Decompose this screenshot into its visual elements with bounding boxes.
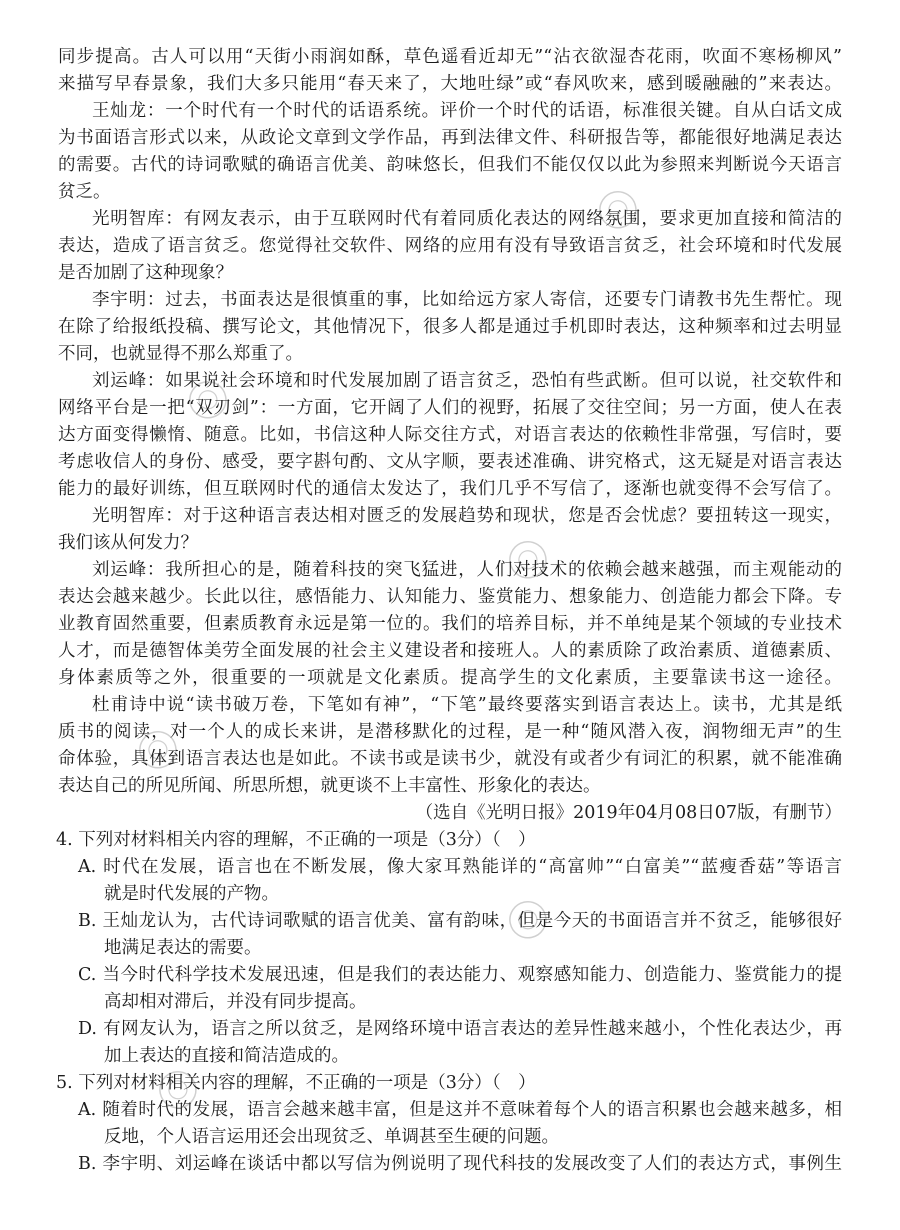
paragraph-line: [0, 449, 900, 476]
text-line: 表达自己的所见所闻、所思所想，就更谈不上丰富性、形象化的表达。: [58, 776, 601, 796]
paragraph-line: [0, 368, 900, 395]
paragraph-line: [0, 341, 900, 368]
answer-option: [0, 908, 900, 935]
text-line: D. 有网友认为，语言之所以贫乏，是网络环境中语言表达的差异性越来越小，个性化表达少，再: [78, 1019, 842, 1039]
question-stem: [0, 827, 900, 854]
text-line: 李宇明：过去，书面表达是很慎重的事，比如给远方家人寄信，还要专门请教书先生帮忙。现: [92, 290, 842, 310]
answer-option: [0, 935, 900, 962]
paragraph-line: [0, 98, 900, 125]
paragraph-line: [0, 692, 900, 719]
text-line: 身体素质等之外，很重要的一项就是文化素质。提高学生的文化素质，主要靠读书这一途径。: [58, 668, 842, 688]
text-line: 表达，造成了语言贫乏。您觉得社交软件、网络的应用有没有导致语言贫乏，社会环境和时代发展: [58, 236, 842, 256]
text-line: B. 王灿龙认为，古代诗词歌赋的语言优美、富有韵味，但是今天的书面语言并不贫乏，能够很好: [78, 911, 842, 931]
text-line: C. 当今时代科学技术发展迅速，但是我们的表达能力、观察感知能力、创造能力、鉴赏能力的提: [78, 965, 842, 985]
text-line: 能力的最好训练，但互联网时代的通信太发达了，我们几乎不写信了，逐渐也就变得不会写信了。: [58, 479, 842, 499]
text-line: A. 随着时代的发展，语言会越来越丰富，但是这并不意味着每个人的语言积累也会越来越多，相: [78, 1100, 842, 1120]
text-line: 不同，也就显得不那么郑重了。: [58, 344, 303, 364]
text-line: 人才，而是德智体美劳全面发展的社会主义建设者和接班人。人的素质除了政治素质、道德素质、: [58, 641, 842, 661]
answer-option: [0, 962, 900, 989]
paragraph-line: [0, 260, 900, 287]
answer-option: [0, 1151, 900, 1178]
paragraph-line: [0, 503, 900, 530]
answer-option: [0, 1124, 900, 1151]
paragraph-line: [0, 665, 900, 692]
text-line: 地满足表达的需要。: [104, 938, 262, 958]
paragraph-line: [0, 395, 900, 422]
text-line: 的需要。古代的诗词歌赋的确语言优美、韵味悠长，但我们不能仅仅以此为参照来判断说今天语言: [58, 155, 842, 175]
document-body: [0, 44, 900, 1178]
text-line: 网络平台是一把“双刃剑”：一方面，它开阔了人们的视野，拓展了交往空间；另一方面，使人在表: [58, 398, 842, 418]
text-line: 质书的阅读，对一个人的成长来讲，是潜移默化的过程，是一种“随风潜入夜，润物细无声”的生: [58, 722, 842, 742]
paragraph-line: [0, 530, 900, 557]
text-line: 4. 下列对材料相关内容的理解，不正确的一项是（3分）（ ）: [56, 830, 536, 850]
paragraph-line: [0, 44, 900, 71]
source-citation: [0, 800, 900, 827]
paragraph-line: [0, 314, 900, 341]
text-line: 杜甫诗中说“读书破万卷，下笔如有神”，“下笔”最终要落实到语言表达上。读书，尤其是纸: [92, 695, 842, 715]
paragraph-line: [0, 584, 900, 611]
paragraph-line: [0, 746, 900, 773]
text-line: 在除了给报纸投稿、撰写论文，其他情况下，很多人都是通过手机即时表达，这种频率和过去明显: [58, 317, 842, 337]
paragraph-line: [0, 125, 900, 152]
text-line: 命体验，具体到语言表达也是如此。不读书或是读书少，就没有或者少有词汇的积累，就不能准确: [58, 749, 842, 769]
paragraph-line: [0, 611, 900, 638]
paragraph-line: [0, 179, 900, 206]
paragraph-line: [0, 152, 900, 179]
answer-option: [0, 1097, 900, 1124]
text-line: 光明智库：对于这种语言表达相对匮乏的发展趋势和现状，您是否会忧虑？要扭转这一现实，: [92, 506, 842, 526]
paragraph-line: [0, 206, 900, 233]
paragraph-line: [0, 287, 900, 314]
paragraph-line: [0, 719, 900, 746]
text-line: 反地，个人语言运用还会出现贫乏、单调甚至生硬的问题。: [104, 1127, 559, 1147]
text-line: 业教育固然重要，但素质教育永远是第一位的。我们的培养目标，并不单纯是某个领域的专业技术: [58, 614, 842, 634]
text-line: 贫乏。: [58, 182, 111, 202]
text-line: （选自《光明日报》2019年04月08日07版，有删节）: [415, 803, 842, 823]
question-stem: [0, 1070, 900, 1097]
text-line: 表达会越来越少。长此以往，感悟能力、认知能力、鉴赏能力、想象能力、创造能力都会下降。专: [58, 587, 842, 607]
paragraph-line: [0, 638, 900, 665]
text-line: A. 时代在发展，语言也在不断发展，像大家耳熟能详的“高富帅”“白富美”“蓝瘦香菇”等语言: [78, 857, 842, 877]
answer-option: [0, 854, 900, 881]
text-line: 是否加剧了这种现象？: [58, 263, 233, 283]
text-line: 刘运峰：如果说社会环境和时代发展加剧了语言贫乏，恐怕有些武断。但可以说，社交软件和: [92, 371, 842, 391]
paragraph-line: [0, 557, 900, 584]
text-line: 为书面语言形式以来，从政论文章到文学作品，再到法律文件、科研报告等，都能很好地满足表达: [58, 128, 842, 148]
answer-option: [0, 989, 900, 1016]
text-line: 加上表达的直接和简洁造成的。: [104, 1046, 349, 1066]
paragraph-line: [0, 422, 900, 449]
paragraph-line: [0, 233, 900, 260]
text-line: 达方面变得懒惰、随意。比如，书信这种人际交往方式，对语言表达的依赖性非常强，写信时，要: [58, 425, 842, 445]
text-line: 5. 下列对材料相关内容的理解，不正确的一项是（3分）（ ）: [56, 1073, 536, 1093]
answer-option: [0, 1043, 900, 1070]
text-line: 我们该从何发力？: [58, 533, 198, 553]
text-line: 考虑收信人的身份、感受，要字斟句酌、文从字顺，要表述准确、讲究格式，这无疑是对语言表达: [58, 452, 842, 472]
text-line: 高却相对滞后，并没有同步提高。: [104, 992, 367, 1012]
text-line: 光明智库：有网友表示，由于互联网时代有着同质化表达的网络氛围，要求更加直接和简洁的: [92, 209, 842, 229]
text-line: 同步提高。古人可以用“天街小雨润如酥，草色遥看近却无”“沾衣欲湿杏花雨，吹面不寒杨柳风”: [58, 47, 842, 67]
answer-option: [0, 1016, 900, 1043]
text-line: 王灿龙：一个时代有一个时代的话语系统。评价一个时代的话语，标准很关键。自从白话文成: [92, 101, 842, 121]
answer-option: [0, 881, 900, 908]
paragraph-line: [0, 476, 900, 503]
text-line: B. 李宇明、刘运峰在谈话中都以写信为例说明了现代科技的发展改变了人们的表达方式，事例生: [78, 1154, 842, 1174]
text-line: 就是时代发展的产物。: [104, 884, 279, 904]
paragraph-line: [0, 71, 900, 98]
paragraph-line: [0, 773, 900, 800]
text-line: 来描写早春景象，我们大多只能用“春天来了，大地吐绿”或“春风吹来，感到暖融融的”来表达。: [58, 74, 842, 94]
text-line: 刘运峰：我所担心的是，随着科技的突飞猛进，人们对技术的依赖会越来越强，而主观能动的: [92, 560, 842, 580]
